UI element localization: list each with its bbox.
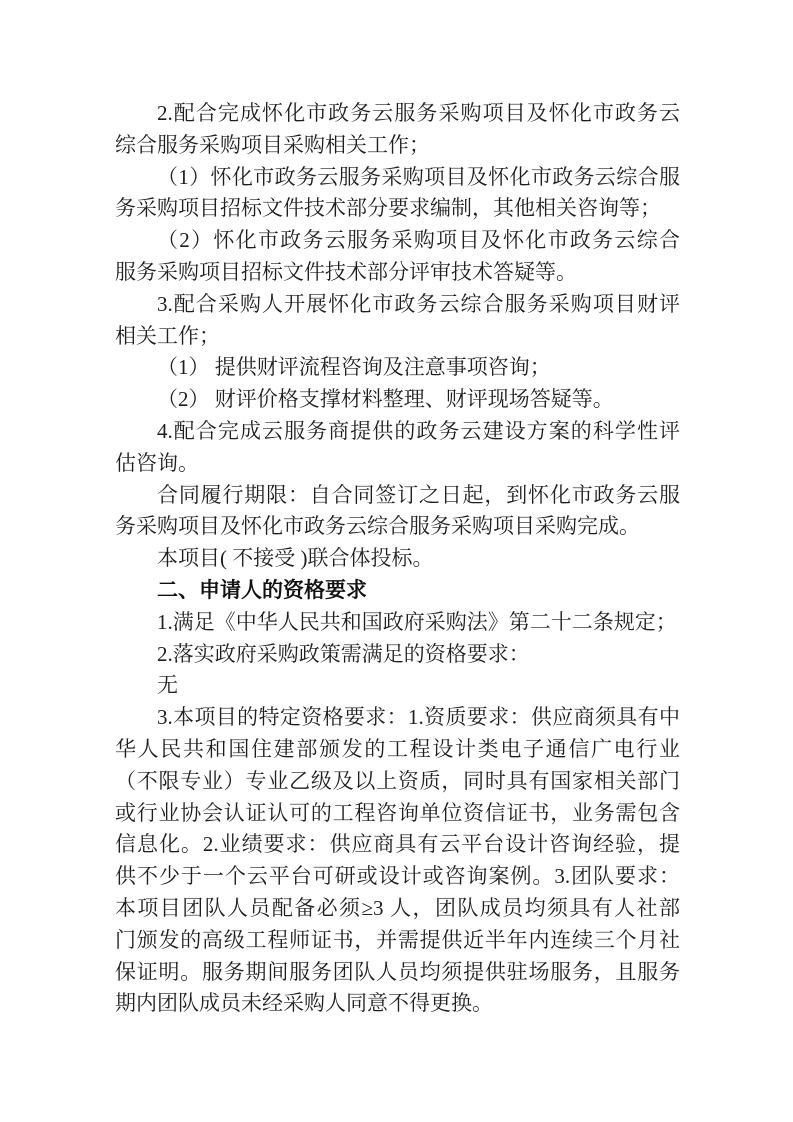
doc-line: 2.落实政府采购政策需满足的资格要求： xyxy=(157,641,530,666)
doc-line: 估咨询。 xyxy=(115,450,199,475)
doc-line: 本项目( 不接受 )联合体投标。 xyxy=(157,546,434,571)
doc-line: 务采购项目招标文件技术部分要求编制，其他相关咨询等； xyxy=(115,196,661,221)
doc-line: 3.本项目的特定资格要求：1.资质要求：供应商须具有中 xyxy=(157,705,680,730)
doc-line: 保证明。服务期间服务团队人员均须提供驻场服务，且服务 xyxy=(115,959,680,984)
doc-line: 务采购项目及怀化市政务云综合服务采购项目采购完成。 xyxy=(115,514,640,539)
document-text-block xyxy=(115,98,680,1020)
doc-line: （1） 提供财评流程咨询及注意事项咨询； xyxy=(157,355,551,380)
doc-line: 信息化。2.业绩要求：供应商具有云平台设计咨询经验，提 xyxy=(115,832,680,857)
doc-line: 华人民共和国住建部颁发的工程设计类电子通信广电行业 xyxy=(115,736,680,761)
doc-line: 服务采购项目招标文件技术部分评审技术答疑等。 xyxy=(115,259,577,284)
doc-line: 供不少于一个云平台可研或设计或咨询案例。3.团队要求： xyxy=(115,864,680,889)
doc-line: 合同履行期限：自合同签订之日起，到怀化市政务云服 xyxy=(157,482,680,507)
doc-line: 相关工作； xyxy=(115,323,220,348)
doc-line: 2.配合完成怀化市政务云服务采购项目及怀化市政务云 xyxy=(157,101,680,125)
doc-line: 门颁发的高级工程师证书，并需提供近半年内连续三个月社 xyxy=(115,927,680,952)
doc-line: 期内团队成员未经采购人同意不得更换。 xyxy=(115,991,493,1016)
doc-line: 3.配合采购人开展怀化市政务云综合服务采购项目财评 xyxy=(157,291,680,316)
doc-line: 或行业协会认证认可的工程咨询单位资信证书，业务需包含 xyxy=(115,800,680,825)
doc-line: 本项目团队人员配备必须≥3 人，团队成员均须具有人社部 xyxy=(115,895,680,920)
doc-line: 1.满足《中华人民共和国政府采购法》第二十二条规定； xyxy=(157,609,677,634)
doc-line: 4.配合完成云服务商提供的政务云建设方案的科学性评 xyxy=(157,418,680,443)
section-heading: 二、申请人的资格要求 xyxy=(157,578,367,602)
doc-line: 综合服务采购项目采购相关工作； xyxy=(115,132,430,157)
doc-line: 无 xyxy=(157,673,178,698)
doc-line: （2）怀化市政务云服务采购项目及怀化市政务云综合 xyxy=(157,228,680,253)
doc-line: （1）怀化市政务云服务采购项目及怀化市政务云综合服 xyxy=(157,164,680,189)
doc-line: （不限专业）专业乙级及以上资质，同时具有国家相关部门 xyxy=(115,768,680,793)
doc-line: （2） 财评价格支撑材料整理、财评现场答疑等。 xyxy=(157,387,614,412)
